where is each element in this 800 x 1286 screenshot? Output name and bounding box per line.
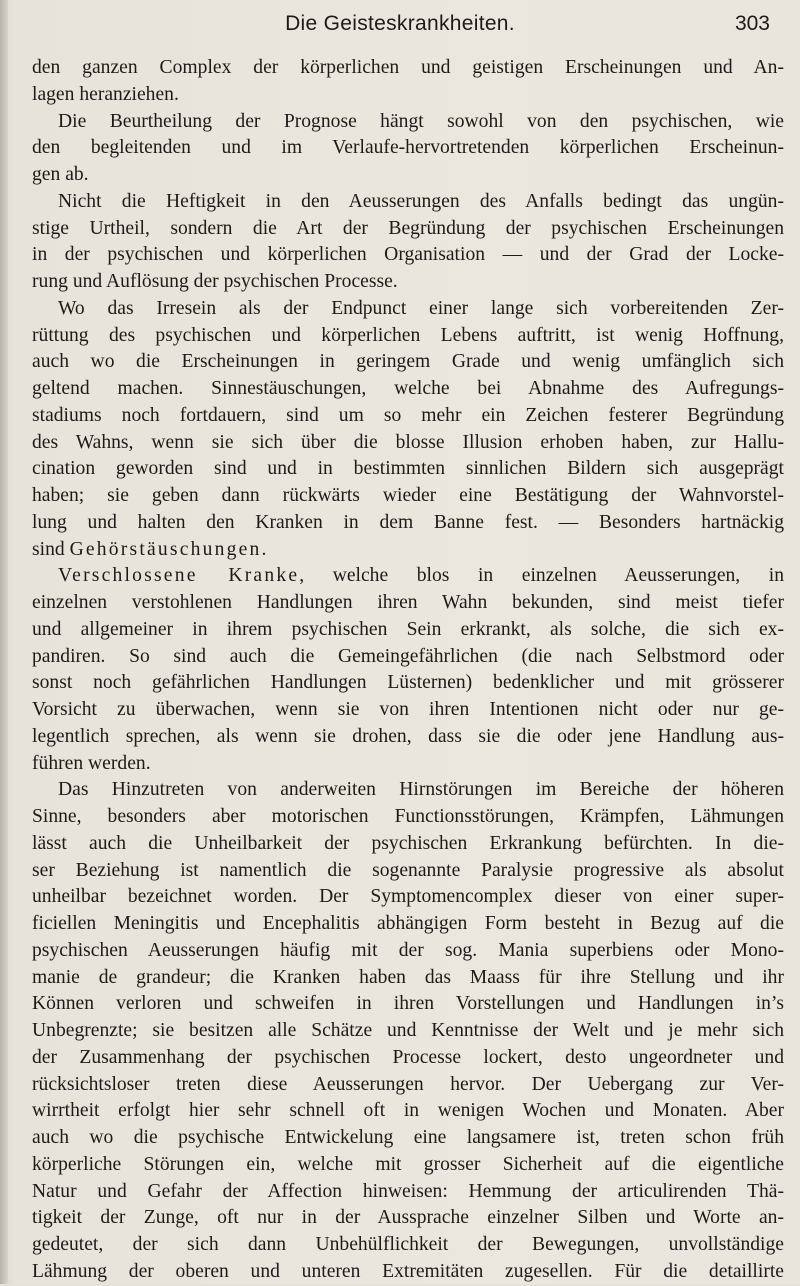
text-line: Natur und Gefahr der Affection hinweisen: Hemmung der articulirenden Thä-	[32, 1180, 784, 1202]
page-header	[0, 12, 800, 42]
text-line: einzelnen verstohlenen Handlungen ihren Wahn bekunden, sind meist tiefer	[32, 592, 784, 613]
text-line: pandiren. So sind auch die Gemeingefährlichen (die nach Selbstmord oder	[32, 645, 784, 667]
text-line: gen ab.	[32, 164, 89, 185]
text-line: haben; sie geben dann rückwärts wieder eine Bestätigung der Wahnvorstel-	[32, 485, 784, 506]
text-line: Nicht die Heftigkeit in den Aeusserungen des Anfalls bedingt das ungün-	[58, 190, 784, 212]
text-line: ficiellen Meningitis und Encephalitis abhängigen Form besteht in Bezug auf die	[32, 913, 784, 934]
text-line: legentlich sprechen, als wenn sie drohen, dass sie die oder jene Handlung aus-	[32, 725, 784, 747]
text-line: Können verloren und schweifen in ihren Vorstellungen und Handlungen in’s	[32, 993, 784, 1015]
emphasized-term: Verschlossene Kranke	[58, 565, 300, 587]
text-line: manie de grandeur; die Kranken haben das Maass für ihre Stellung und ihr	[32, 966, 784, 988]
text-line: tigkeit der Zunge, oft nur in der Aussprache einzelner Silben und Worte an-	[32, 1207, 784, 1229]
text-line: führen werden.	[32, 752, 151, 774]
text-line: Lähmung der oberen und unteren Extremitäten zugesellen. Für die detaillirte	[32, 1260, 784, 1282]
page-gutter-shadow	[0, 0, 8, 1284]
text-line: stige Urtheil, sondern die Art der Begründung der psychischen Erscheinungen	[32, 217, 784, 239]
text-line: den ganzen Complex der körperlichen und geistigen Erscheinungen und An-	[32, 57, 784, 78]
text-line: Die Beurtheilung der Prognose hängt sowohl von den psychischen, wie	[58, 110, 784, 132]
body-text	[32, 55, 784, 1286]
text-line: psychischen Aeusserungen häufig mit der sog. Mania superbiens oder Mono-	[32, 939, 784, 961]
text-line: geltend machen. Sinnestäuschungen, welche bei Abnahme des Aufregungs-	[32, 378, 784, 399]
text-line: wirrtheit erfolgt hier sehr schnell oft in wenigen Wochen und Monaten. Aber	[32, 1100, 784, 1122]
page-number: 303	[734, 12, 770, 35]
emphasized-term: Gehörstäuschungen	[69, 538, 262, 560]
text-line: und allgemeiner in ihrem psychischen Sein erkrankt, als solche, die sich ex-	[32, 618, 784, 640]
text-line: der Zusammenhang der psychischen Processe lockert, desto ungeordneter und	[32, 1046, 784, 1068]
text-line: auch wo die psychische Entwickelung eine langsamere ist, treten schon früh	[32, 1127, 784, 1148]
text-line: stadiums noch fortdauern, sind um so mehr ein Zeichen festerer Begründung	[32, 404, 784, 426]
text-line: Sinne, besonders aber motorischen Functionsstörungen, Krämpfen, Lähmungen	[32, 806, 784, 827]
text-line: auch wo die Erscheinungen in geringem Grade und wenig umfänglich sich	[32, 351, 784, 373]
text-line: lässt auch die Unheilbarkeit der psychischen Erkrankung befürchten. In die-	[32, 832, 784, 854]
text-line: Wo das Irresein als der Endpunct einer lange sich vorbereitenden Zer-	[58, 297, 784, 319]
text-line: des Wahns, wenn sie sich über die blosse Illusion erhoben haben, zur Hallu-	[32, 431, 784, 453]
text-line: in der psychischen und körperlichen Organisation — und der Grad der Locke-	[32, 244, 784, 266]
text-line: sonst noch gefährlichen Handlungen Lüsternen) bedenklicher und mit grösserer	[32, 672, 784, 694]
text-line: rung und Auflösung der psychischen Processe.	[32, 271, 398, 292]
text-line: lagen heranziehen.	[32, 83, 179, 105]
text-line: ser Beziehung ist namentlich die sogenannte Paralysie progressive als absolut	[32, 859, 784, 881]
text-line: cination geworden sind und in bestimmten sinnlichen Bildern sich ausgeprägt	[32, 458, 784, 480]
text-line: körperliche Störungen ein, welche mit grosser Sicherheit auf die eigentliche	[32, 1153, 784, 1175]
text-line: Verschlossene Kranke, welche blos in einzelnen Aeusserungen, in	[58, 565, 784, 587]
text-line: sind Gehörstäuschungen.	[32, 538, 267, 560]
text-line: den begleitenden und im Verlaufe-hervortretenden körperlichen Erscheinun-	[32, 137, 784, 159]
text-line: rüttung des psychischen und körperlichen Lebens auftritt, ist wenig Hoffnung,	[32, 324, 784, 346]
running-title: Die Geisteskrankheiten.	[285, 12, 515, 35]
text-line: Das Hinzutreten von anderweiten Hirnstörungen im Bereiche der höheren	[58, 779, 784, 801]
text-line: Vorsicht zu überwachen, wenn sie von ihren Intentionen nicht oder nur ge-	[32, 699, 784, 720]
text-line: unheilbar bezeichnet worden. Der Symptomencomplex dieser von einer super-	[32, 886, 784, 908]
text-line: lung und halten den Kranken in dem Banne fest. — Besonders hartnäckig	[32, 511, 784, 533]
text-line: Unbegrenzte; sie besitzen alle Schätze und Kenntnisse der Welt und je mehr sich	[32, 1020, 784, 1041]
text-line: gedeutet, der sich dann Unbehülflichkeit der Bewegungen, unvollständige	[32, 1234, 784, 1255]
text-line: rücksichtsloser treten diese Aeusserungen hervor. Der Uebergang zur Ver-	[32, 1073, 784, 1095]
